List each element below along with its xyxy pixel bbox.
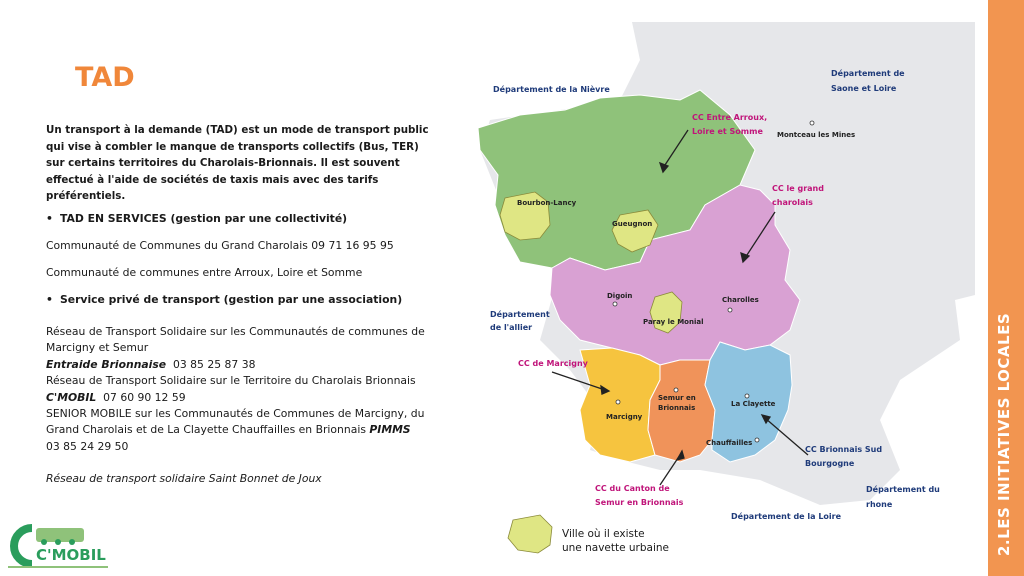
- dept-nievre: Département de la Nièvre: [493, 85, 610, 94]
- dot-digoin: [613, 302, 617, 306]
- entry3-name: PIMMS: [369, 423, 411, 437]
- dept-rhone-2: rhone: [866, 500, 893, 509]
- territory-map: [440, 0, 988, 576]
- entry3-phone: 03 85 24 29 50: [46, 439, 129, 453]
- dot-charolles: [728, 308, 732, 312]
- dot-marcigny: [616, 400, 620, 404]
- cc-charolais-2: charolais: [772, 198, 813, 207]
- section2-heading-text: Service privé de transport (gestion par une association): [60, 293, 403, 306]
- dot-clayette: [745, 394, 749, 398]
- entry3-text: SENIOR MOBILE sur les Communautés de Communes de Marcigny, du Grand Charolais et de La Clayette Chauffailles en Brionnais: [46, 407, 425, 437]
- dept-rhone-1: Département du: [866, 485, 940, 494]
- town-chauffailles: Chauffailles: [706, 439, 753, 447]
- entry2-text: Réseau de Transport Solidaire sur le Territoire du Charolais Brionnais: [46, 374, 416, 388]
- entry2-name: C'MOBIL: [46, 390, 97, 404]
- section1-line2: Communauté de communes entre Arroux, Loire et Somme: [46, 266, 363, 279]
- legend-line2: une navette urbaine: [562, 542, 670, 554]
- town-montceau: Montceau les Mines: [777, 131, 856, 139]
- region-cc-marcigny: [580, 348, 660, 462]
- section1-line1: Communauté de Communes du Grand Charolais 09 71 16 95 95: [46, 239, 394, 252]
- section1-heading-text: TAD EN SERVICES (gestion par une collectivité): [60, 212, 348, 225]
- town-bourbon: Bourbon-Lancy: [517, 199, 577, 207]
- bullet-dot: •: [46, 212, 53, 225]
- entry1-name: Entraide Brionnaise: [46, 357, 167, 371]
- dot-montceau: [810, 121, 814, 125]
- town-semur-2: Brionnais: [658, 404, 696, 412]
- town-marcigny: Marcigny: [606, 413, 643, 421]
- entry1-phone: 03 85 25 87 38: [173, 357, 256, 371]
- cc-arroux-2: Loire et Somme: [692, 127, 763, 136]
- entry2-phone: 07 60 90 12 59: [103, 390, 186, 404]
- legend-line1: Ville où il existe: [562, 528, 645, 540]
- dept-allier-1: Département: [490, 310, 550, 319]
- legend-shuttle-swatch: [508, 515, 552, 553]
- slide-title: TAD: [75, 62, 135, 93]
- cc-semur-1: CC du Canton de: [595, 484, 670, 493]
- town-paray: Paray le Monial: [643, 318, 704, 326]
- entry2-contact: [46, 390, 436, 406]
- cc-semur-2: Semur en Brionnais: [595, 498, 684, 507]
- cmobil-logo: [6, 520, 110, 572]
- town-semur-1: Semur en: [658, 394, 696, 402]
- entry1-text: Réseau de Transport Solidaire sur les Communautés de communes de Marcigny et Semur: [46, 325, 425, 355]
- dept-saone-loire-1: Département de: [831, 69, 905, 78]
- entry3: [46, 406, 436, 439]
- entry4-text: Réseau de transport solidaire Saint Bonnet de Joux: [46, 472, 322, 486]
- logo-c-shape: [14, 528, 32, 564]
- town-clayette: La Clayette: [731, 400, 776, 408]
- cc-arroux-1: CC Entre Arroux,: [692, 113, 768, 122]
- intro-paragraph: Un transport à la demande (TAD) est un mode de transport public qui vise à combler le manque de transports collectifs (Bus, TER) sur certains territoires du Charolais-Brionnais. Il est souvent effectué à l'aide de sociétés de taxis mais avec des tarifs préférentiels.: [46, 124, 429, 202]
- cc-marcigny: CC de Marcigny: [518, 359, 588, 368]
- dot-semur: [674, 388, 678, 392]
- legend-label: [562, 527, 692, 555]
- cc-brionnais-2: Bourgogne: [805, 459, 855, 468]
- cc-charolais-1: CC le grand: [772, 184, 824, 193]
- dept-saone-loire-2: Saone et Loire: [831, 84, 897, 93]
- dept-allier-2: de l'allier: [490, 323, 533, 332]
- section2-entries: [46, 324, 436, 488]
- entry1-contact: [46, 357, 436, 373]
- cc-brionnais-1: CC Brionnais Sud: [805, 445, 883, 454]
- section1-heading: [46, 211, 436, 227]
- town-gueugnon: Gueugnon: [612, 220, 653, 228]
- bullet-dot: •: [46, 293, 53, 306]
- side-section-label: 2.LES INITIATIVES LOCALES: [995, 312, 1013, 556]
- logo-text: C'MOBIL: [36, 546, 106, 564]
- town-digoin: Digoin: [607, 292, 633, 300]
- dept-loire: Département de la Loire: [731, 512, 842, 521]
- section2-heading: [46, 292, 436, 308]
- town-charolles: Charolles: [722, 296, 759, 304]
- dot-chauffailles: [755, 438, 759, 442]
